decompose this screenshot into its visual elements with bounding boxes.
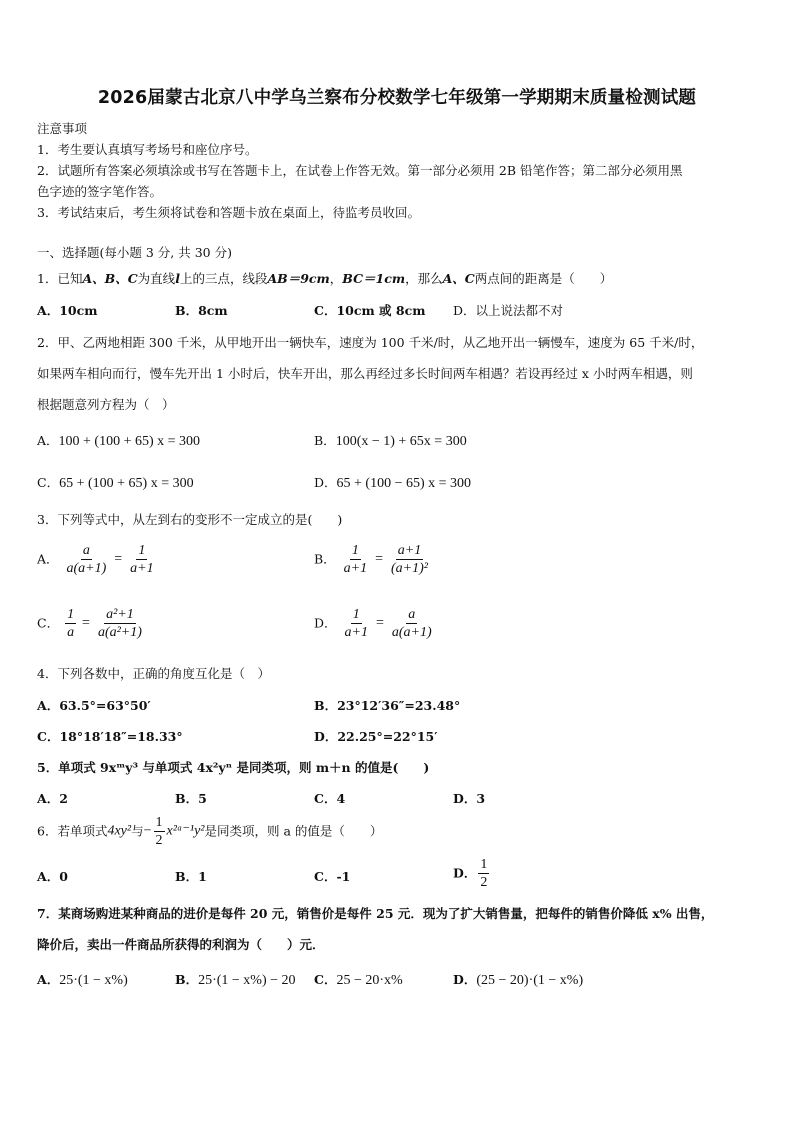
- fraction-numerator: 1: [351, 543, 359, 558]
- q6-option-a: A．0: [37, 869, 68, 884]
- q6-label-d: D．: [453, 865, 477, 881]
- equals-sign: =: [375, 551, 384, 567]
- q2-option-b: [314, 433, 467, 450]
- q6-stem: [37, 815, 382, 848]
- q2-label-a: A．: [37, 433, 59, 448]
- fraction-denominator: a+1: [343, 561, 368, 576]
- fraction-denominator: a+1: [344, 625, 368, 640]
- fraction-numerator: a: [82, 543, 90, 558]
- q2-expr-b: 100(x − 1) + 65x = 300: [335, 434, 467, 449]
- q1-text-f: 两点间的距离是（ ）: [474, 271, 613, 286]
- q3-a-right-fraction: [128, 543, 155, 576]
- q3-label-c: C．: [37, 615, 60, 631]
- equals-sign: =: [114, 551, 123, 567]
- q7-expr-c: 25 − 20·x%: [336, 973, 403, 988]
- q1-text-e: ，那么: [405, 271, 443, 286]
- q3-option-c: [37, 607, 146, 640]
- q6-option-c: C．-1: [314, 869, 351, 884]
- q7-expr-a: 25·(1 − x%): [59, 973, 128, 988]
- q2-option-c: [37, 475, 194, 492]
- q7-option-a: [37, 972, 128, 989]
- q2-expr-d: 65 + (100 − 65) x = 300: [336, 476, 472, 491]
- q1-points-ac: A、C: [442, 271, 475, 286]
- q1-segment-bc: BC＝1cm: [342, 271, 406, 286]
- q5-option-b: B．5: [175, 791, 207, 806]
- q2-label-b: B．: [314, 433, 336, 448]
- fraction-denominator: 2: [155, 833, 163, 848]
- fraction-denominator: (a+1)²: [391, 561, 428, 576]
- fraction-numerator: a²+1: [106, 607, 134, 622]
- q5-option-d: D．3: [453, 791, 486, 806]
- q2-expr-a: 100 + (100 + 65) x = 300: [58, 434, 201, 449]
- q1-option-d: D．以上说法都不对: [453, 303, 564, 318]
- fraction-numerator: 1: [480, 857, 488, 872]
- q1-option-c: C．10cm 或 8cm: [314, 303, 426, 318]
- q3-stem: 3．下列等式中，从左到右的变形不一定成立的是( ): [37, 512, 343, 527]
- q3-option-d: [314, 607, 436, 640]
- q3-b-right-fraction: [389, 543, 430, 576]
- q2-option-d: [314, 475, 471, 492]
- fraction-denominator: 2: [480, 875, 488, 890]
- notice-item-2: 2．试题所有答案必须填涂或书写在答题卡上，在试卷上作答无效。第一部分必须用 2B 铅笔作答；第二部分必须用黑: [37, 163, 683, 178]
- q7-label-c: C．: [314, 972, 337, 987]
- q6-minus: −: [143, 823, 152, 839]
- q1-option-a: A．10cm: [37, 303, 98, 318]
- q2-option-a: [37, 433, 200, 450]
- q4-stem: 4．下列各数中，正确的角度互化是（ ）: [37, 666, 270, 681]
- section-heading: 一、选择题(每小题 3 分, 共 30 分): [37, 245, 232, 260]
- q6-monomial-2: x²ᵃ⁻¹y²: [166, 823, 205, 839]
- fraction-denominator: a(a²+1): [97, 625, 142, 640]
- fraction-denominator: a+1: [130, 561, 154, 576]
- q1-text-c: 上的三点，线段: [179, 271, 268, 286]
- notice-heading: 注意事项: [37, 121, 88, 136]
- q7-line-2: 降价后，卖出一件商品所获得的利润为（ ）元．: [37, 937, 325, 952]
- q3-a-left-fraction: [65, 543, 109, 576]
- q6-text-b: 与: [131, 823, 144, 839]
- fraction-numerator: 1: [155, 815, 163, 830]
- q7-expr-b: 25·(1 − x%) − 20: [198, 973, 296, 988]
- q1-option-b: B．8cm: [175, 303, 228, 318]
- q6-option-d: [453, 857, 491, 890]
- q2-line-3: 根据题意列方程为（ ）: [37, 397, 175, 412]
- q7-option-d: [453, 972, 583, 989]
- q3-d-left-fraction: [343, 607, 370, 640]
- fraction-denominator: a: [67, 625, 75, 640]
- q7-option-c: [314, 972, 403, 989]
- q1-line-l: l: [175, 271, 180, 286]
- q2-line-2: 如果两车相向而行，慢车先开出 1 小时后，快车开出，那么再经过多长时间两车相遇？若设再经过 x 小时两车相遇，则: [37, 366, 693, 381]
- q3-label-b: B．: [314, 551, 336, 567]
- notice-item-2-cont: 色字迹的签字笔作答。: [37, 184, 163, 199]
- q7-label-b: B．: [175, 972, 199, 987]
- q3-d-right-fraction: [390, 607, 434, 640]
- q6-monomial-1: 4xy²: [107, 823, 132, 839]
- q6-text-a: 6．若单项式: [37, 823, 108, 839]
- question-1-stem: [37, 271, 612, 287]
- q1-text-a: 1．已知: [37, 271, 83, 286]
- fraction-denominator: a(a+1): [391, 625, 432, 640]
- q3-option-b: [314, 543, 432, 576]
- q5-option-c: C．4: [314, 791, 346, 806]
- q6-text-c: 是同类项，则 a 的值是（ ）: [204, 823, 383, 839]
- q6-half-fraction: [154, 815, 165, 848]
- q2-line-1: 2．甲、乙两地相距 300 千米，从甲地开出一辆快车，速度为 100 千米/时，从乙地开出一辆慢车，速度为 65 千米/时，: [37, 335, 704, 350]
- fraction-numerator: a+1: [397, 543, 422, 558]
- q3-b-left-fraction: [342, 543, 369, 576]
- q7-label-d: D．: [453, 972, 477, 987]
- q5-stem: 5．单项式 9xᵐy³ 与单项式 4x²yⁿ 是同类项，则 m＋n 的值是( ): [37, 760, 430, 775]
- q4-option-a: A．63.5°=63°50′: [37, 698, 151, 713]
- exam-title: 2026届蒙古北京八中学乌兰察布分校数学七年级第一学期期末质量检测试题: [97, 88, 697, 108]
- q1-segment-ab: AB＝9cm: [267, 271, 330, 286]
- q4-option-b: B．23°12′36″=23.48°: [314, 698, 461, 713]
- q7-line-1: 7．某商场购进某种商品的进价是每件 20 元，销售价是每件 25 元．现为了扩大销售量，把每件的销售价降低 x% 出售，: [37, 906, 714, 921]
- fraction-numerator: 1: [67, 607, 75, 622]
- q7-label-a: A．: [37, 972, 60, 987]
- notice-item-1: 1．考生要认真填写考场号和座位序号。: [37, 142, 258, 157]
- fraction-numerator: 1: [352, 607, 360, 622]
- notice-item-3: 3．考试结束后，考生须将试卷和答题卡放在桌面上，待监考员收回。: [37, 205, 420, 220]
- fraction-numerator: a: [408, 607, 416, 622]
- q6-option-b: B．1: [175, 869, 207, 884]
- fraction-numerator: 1: [138, 543, 146, 558]
- q3-c-left-fraction: [65, 607, 76, 640]
- q2-label-d: D．: [314, 475, 337, 490]
- q6-d-fraction: [478, 857, 489, 890]
- q4-option-c: C．18°18′18″=18.33°: [37, 729, 183, 744]
- q1-text-d: ，: [329, 271, 343, 286]
- q7-option-b: [175, 972, 296, 989]
- fraction-denominator: a(a+1): [66, 561, 107, 576]
- equals-sign: =: [82, 615, 90, 631]
- q3-option-a: [37, 543, 158, 576]
- q3-c-right-fraction: [96, 607, 144, 640]
- q1-points: A、B、C: [82, 271, 138, 286]
- q3-label-a: A．: [37, 551, 59, 567]
- q4-option-d: D．22.25°=22°15′: [314, 729, 438, 744]
- equals-sign: =: [375, 615, 384, 631]
- q2-label-c: C．: [37, 475, 60, 490]
- q2-expr-c: 65 + (100 + 65) x = 300: [59, 476, 194, 491]
- q3-label-d: D．: [314, 615, 337, 631]
- q5-option-a: A．2: [37, 791, 68, 806]
- q7-expr-d: (25 − 20)·(1 − x%): [476, 973, 584, 988]
- q1-text-b: 为直线: [137, 271, 176, 286]
